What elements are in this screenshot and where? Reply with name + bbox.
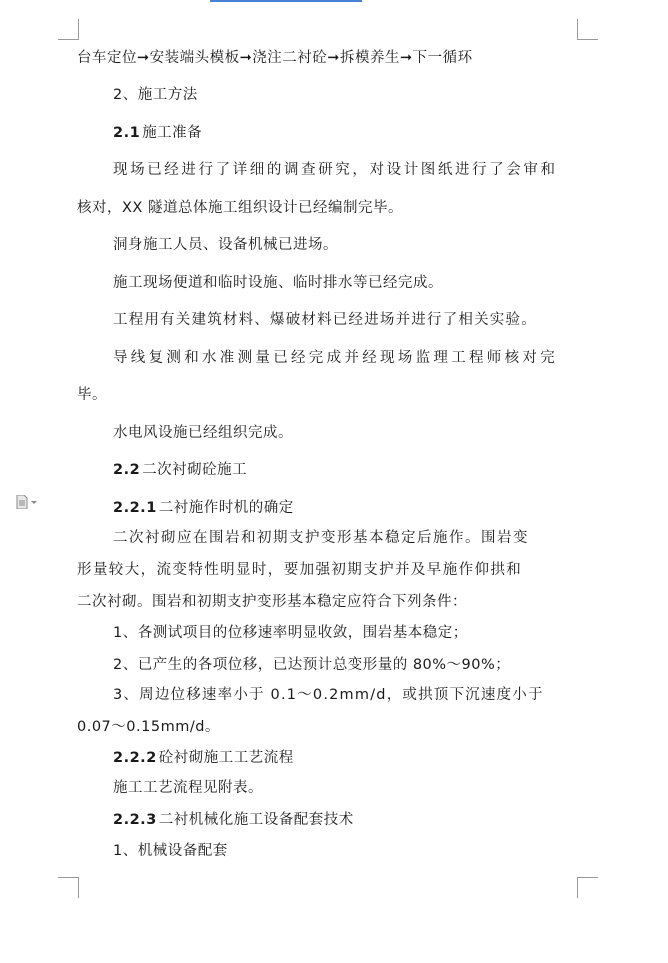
list-item: 2、已产生的各项位移，已达预计总变形量的 80%～90%； xyxy=(113,657,511,673)
subsection-heading: 2.2.2 砼衬砌施工工艺流程 xyxy=(113,750,294,766)
document-paragraph-icon[interactable] xyxy=(16,495,38,509)
top-accent-bar xyxy=(210,0,362,2)
body-text-line: 核对，XX 隧道总体施工组织设计已经编制完毕。 xyxy=(77,200,403,216)
body-text-line: 0.07～0.15mm/d。 xyxy=(77,719,220,735)
list-item: 3、周边位移速率小于 0.1～0.2mm/d，或拱顶下沉速度小于 xyxy=(113,687,544,703)
page-margin-corner-top-right xyxy=(577,19,598,40)
page-margin-corner-bottom-left xyxy=(58,877,79,898)
subsection-heading: 2.2.1 二衬施作时机的确定 xyxy=(113,500,294,516)
body-text-line: 洞身施工人员、设备机械已进场。 xyxy=(113,237,338,253)
page-margin-corner-top-left xyxy=(58,19,79,40)
section-heading: 2、施工方法 xyxy=(113,87,198,103)
body-text-line: 台车定位➞安装端头模板➞浇注二衬砼➞拆模养生➞下一循环 xyxy=(77,50,473,66)
subsection-heading: 2.2.3 二衬机械化施工设备配套技术 xyxy=(113,812,354,828)
list-item: 1、机械设备配套 xyxy=(113,843,228,859)
body-text-line: 二次衬砌。围岩和初期支护变形基本稳定应符合下列条件： xyxy=(77,594,467,610)
subsection-heading: 2.1 施工准备 xyxy=(113,125,203,141)
body-text-line: 毕。 xyxy=(77,387,107,403)
body-text-line: 工程用有关建筑材料、爆破材料已经进场并进行了相关实验。 xyxy=(113,312,537,328)
body-text-line: 形量较大，流变特性明显时，要加强初期支护并及早施作仰拱和 xyxy=(77,562,523,578)
body-text-line: 水电风设施已经组织完成。 xyxy=(113,425,293,441)
list-item: 1、各测试项目的位移速率明显收敛，围岩基本稳定； xyxy=(113,625,468,641)
page-margin-corner-bottom-right xyxy=(577,877,598,898)
body-text-line: 施工工艺流程见附表。 xyxy=(113,780,263,796)
body-text-line: 二次衬砌应在围岩和初期支护变形基本稳定后施作。围岩变 xyxy=(113,530,529,546)
subsection-heading: 2.2 二次衬砌砼施工 xyxy=(113,462,248,478)
body-text-line: 施工现场便道和临时设施、临时排水等已经完成。 xyxy=(113,275,443,291)
body-text-line: 现场已经进行了详细的调查研究，对设计图纸进行了会审和 xyxy=(113,162,558,178)
body-text-line: 导线复测和水准测量已经完成并经现场监理工程师核对完 xyxy=(113,350,558,366)
